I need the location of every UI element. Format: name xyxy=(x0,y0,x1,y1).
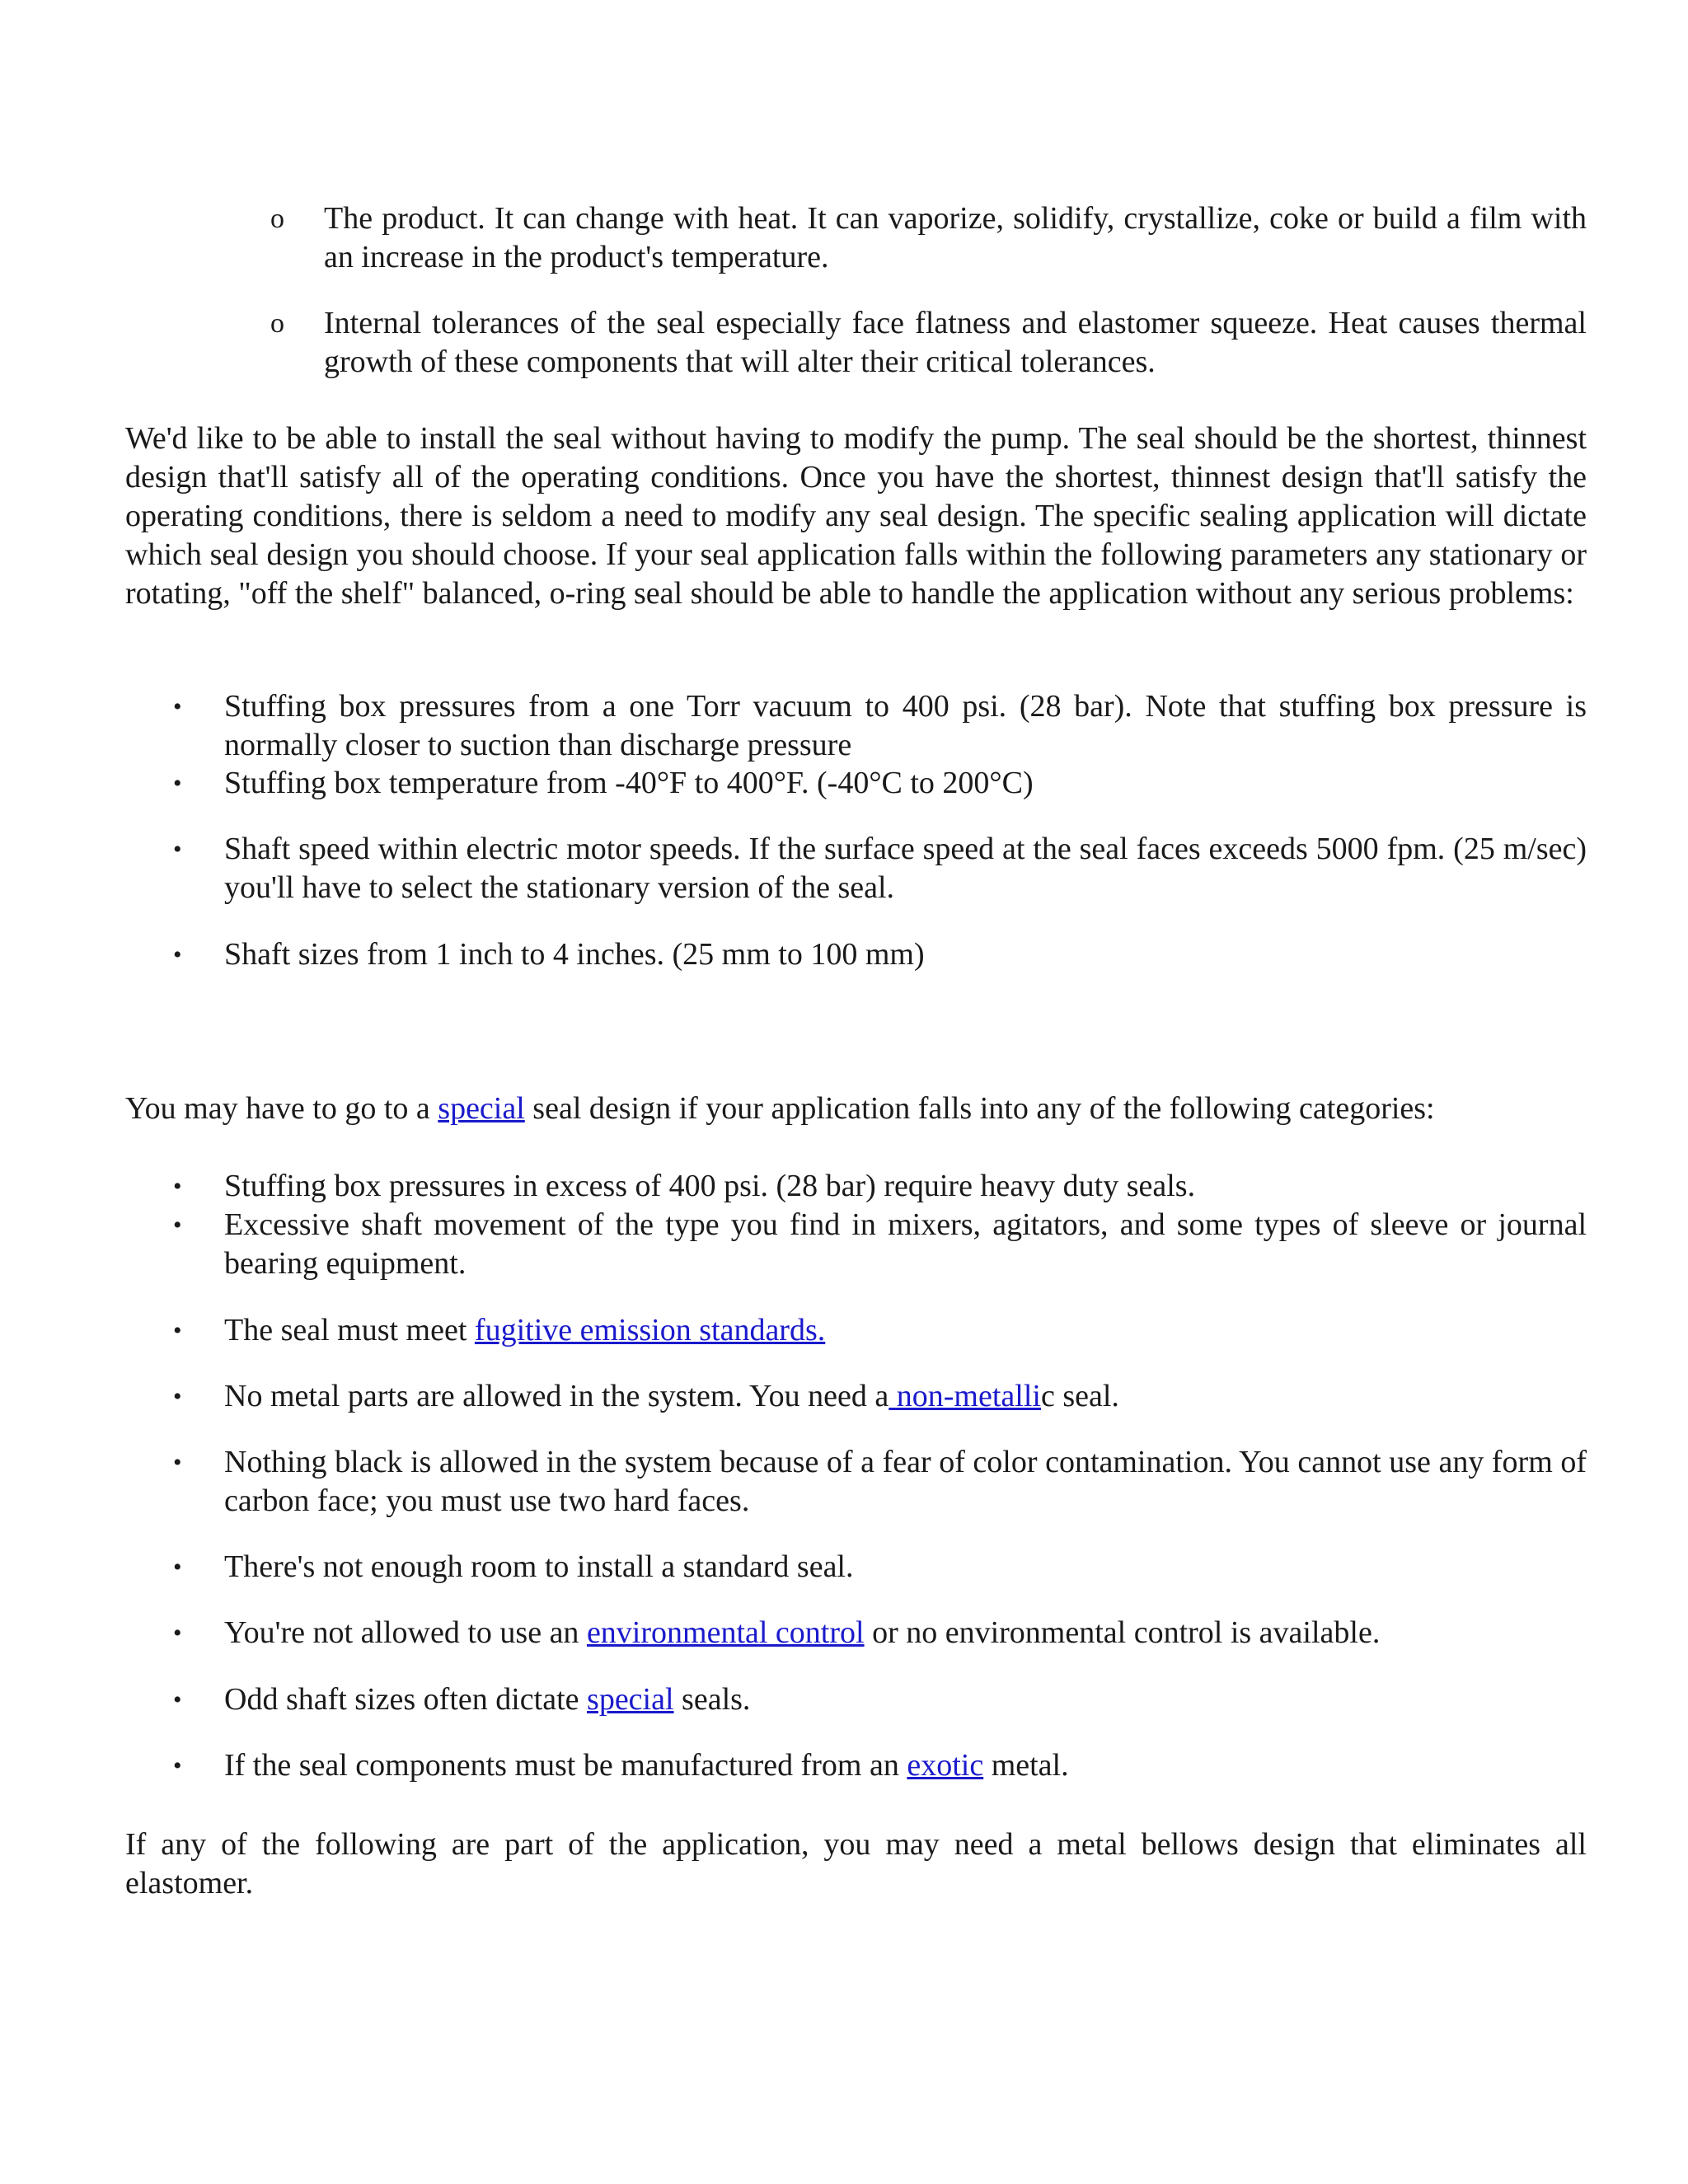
paragraph-install-seal: We'd like to be able to install the seal without having to modify the pump. The seal should be the shortest, thinnest design that'll satisfy all of the operating conditions. Once you have the shortest, thinnest design that'll satisfy the operating conditions, there is seldom a need to modify any seal design. The specific sealing application will dictate which seal design you should choose. If your seal application falls within the following parameters any stationary or rotating, "off the shelf" balanced, o-ring seal should be able to handle the application without any serious problems: xyxy=(125,421,1587,611)
bullet-marker: • xyxy=(173,1173,182,1200)
bullet-marker: • xyxy=(173,693,182,720)
bullet-marker: • xyxy=(173,941,182,968)
paragraph-metal-bellows: If any of the following are part of the application, you may need a metal bellows design that eliminates all elastomer. xyxy=(125,1827,1587,1900)
list-item xyxy=(173,935,1587,974)
list-item xyxy=(173,1680,1587,1719)
bullet-marker: • xyxy=(173,1449,182,1476)
list-item-text: Stuffing box pressures from a one Torr vacuum to 400 psi. (28 bar). Note that stuffing box pressure is normally closer to suction than discharge pressure xyxy=(224,689,1587,762)
list-item xyxy=(173,1167,1587,1206)
special-seals-link[interactable]: special xyxy=(587,1682,674,1717)
sub-bullet-item xyxy=(270,199,1587,277)
environmental-control-link[interactable]: environmental control xyxy=(586,1615,865,1650)
list-item-text: Stuffing box pressures in excess of 400 psi. (28 bar) require heavy duty seals. xyxy=(224,1169,1196,1203)
bullet-marker: • xyxy=(173,1619,182,1647)
sub-bullet-text: The product. It can change with heat. It can vaporize, solidify, crystallize, coke or build a film with an increase in the product's temperature. xyxy=(324,201,1587,274)
list-item-text: Odd shaft sizes often dictate special seals. xyxy=(224,1682,751,1717)
bullet-marker: • xyxy=(173,1554,182,1581)
list-item xyxy=(173,687,1587,765)
list-item xyxy=(173,1206,1587,1283)
sub-bullet-text: Internal tolerances of the seal especially face flatness and elastomer squeeze. Heat causes thermal growth of these components that will alter their critical tolerances. xyxy=(324,306,1587,379)
non-metallic-link[interactable]: non-metalli xyxy=(889,1379,1041,1413)
list-item-text: The seal must meet fugitive emission standards. xyxy=(224,1313,826,1347)
bullet-marker: • xyxy=(173,770,182,797)
list-item xyxy=(173,1614,1587,1652)
list-item xyxy=(173,1746,1587,1785)
list-item xyxy=(173,1443,1587,1521)
list-item xyxy=(173,764,1587,803)
list-item-text: Stuffing box temperature from -40°F to 400°F. (-40°C to 200°C) xyxy=(224,766,1034,800)
bullet-marker: • xyxy=(173,836,182,863)
list-item xyxy=(173,1548,1587,1586)
list-item-text: No metal parts are allowed in the system. You need a non-metallic seal. xyxy=(224,1379,1119,1413)
bullet-marker: • xyxy=(173,1383,182,1410)
list-item-text: Nothing black is allowed in the system because of a fear of color contamination. You cannot use any form of carbon face; you must use two hard faces. xyxy=(224,1445,1587,1518)
list-item-text: There's not enough room to install a standard seal. xyxy=(224,1549,854,1584)
special-link[interactable]: special xyxy=(438,1091,525,1126)
bullet-marker: • xyxy=(173,1686,182,1713)
list-item-text: Shaft speed within electric motor speeds. If the surface speed at the seal faces exceeds 5000 fpm. (25 m/sec) you'll have to select the stationary version of the seal. xyxy=(224,832,1587,905)
bullet-marker: • xyxy=(173,1212,182,1239)
sub-bullet-item xyxy=(270,304,1587,382)
list-item xyxy=(173,1311,1587,1350)
fugitive-emission-standards-link[interactable]: fugitive emission standards. xyxy=(474,1313,826,1347)
bullet-marker: • xyxy=(173,1317,182,1344)
sub-bullet-marker: o xyxy=(270,308,284,339)
list-item xyxy=(173,1377,1587,1416)
list-item-text: You're not allowed to use an environmental control or no environmental control is available. xyxy=(224,1615,1381,1650)
bullet-marker: • xyxy=(173,1752,182,1779)
list-item-text: Shaft sizes from 1 inch to 4 inches. (25 mm to 100 mm) xyxy=(224,937,925,972)
list-item-text: If the seal components must be manufactured from an exotic metal. xyxy=(224,1748,1069,1783)
exotic-link[interactable]: exotic xyxy=(907,1748,984,1783)
list-item-text: Excessive shaft movement of the type you find in mixers, agitators, and some types of sleeve or journal bearing equipment. xyxy=(224,1207,1587,1281)
sub-bullet-marker: o xyxy=(270,204,284,234)
list-item xyxy=(173,830,1587,907)
paragraph-special-design: You may have to go to a special seal design if your application falls into any of the following categories: xyxy=(125,1091,1435,1126)
